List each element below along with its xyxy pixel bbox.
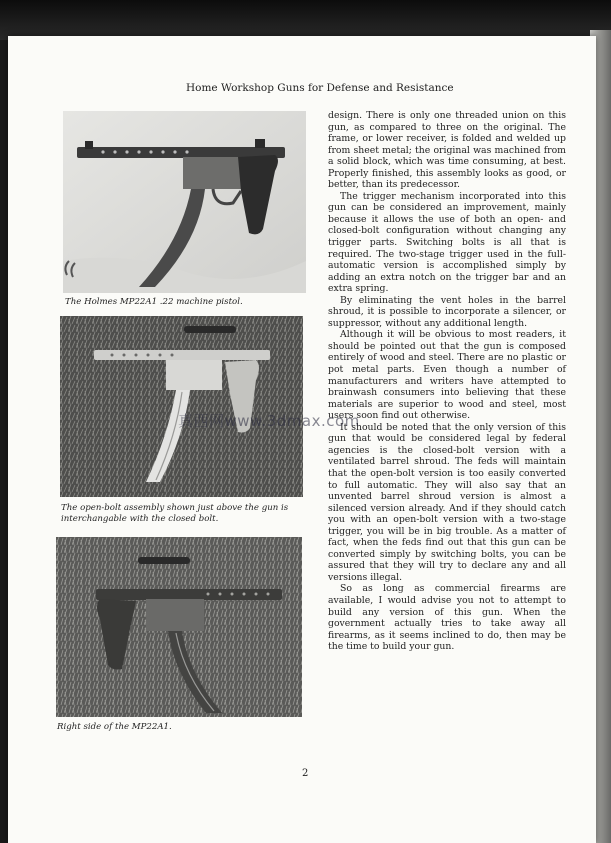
figure-caption-2-line-1: The open-bolt assembly shown just above the gun is (61, 503, 289, 513)
paragraph: The trigger mechanism incorporated into this gun can be considered an improvement, mainly because it allows the use of both an open- and closed-bolt configuration without changing any trigger parts. Switching bolts is all that is required. The two-stage trigger used in the full-automatic version is accomplished simply by adding an extra notch on the trigger bar and an extra spring. (328, 190, 566, 295)
paragraph: It should be noted that the only version of this gun that would be considered legal by federal agencies is the closed-bolt version with a ventilated barrel shroud. The feds will maintain that the open-bolt version is too easily converted to full automatic. They will also say that an unvented barrel shroud version is almost a silenced version already. And if they should catch you with an open-bolt version with a two-stage trigger, you will be in big trouble. As a matter of fact, when the feds find out that this gun can be converted simply by switching bolts, you can be assured that they will try to declare any and all versions illegal. (328, 421, 566, 583)
watermark-overlay: 真西网www.3dmax.com (178, 412, 360, 430)
running-head: Home Workshop Guns for Defense and Resistance (186, 82, 454, 94)
photo-mp22a1-left-side (63, 111, 306, 293)
figure-caption-2-line-2: interchangable with the closed bolt. (61, 514, 219, 524)
paragraph: So as long as commercial firearms are available, I would advise you not to attempt to build any version of this gun. When the government actually tries to take away all firearms, as it seems inclined to do, then may be the time to build your gun. (328, 583, 566, 653)
paragraph: Although it will be obvious to most readers, it should be pointed out that the gun is composed entirely of wood and steel. There are no plastic or pot metal parts. Even though a number of manufacturers and writers have attempted to brainwash consumers into believing that these materials are superior to wood and steel, most users soon find out otherwise. (328, 329, 566, 422)
figure-caption-2 (61, 503, 305, 525)
figure-caption-3: Right side of the MP22A1. (57, 722, 172, 732)
photo-mp22a1-right-side (56, 537, 302, 717)
body-text-column (328, 110, 566, 653)
paragraph: design. There is only one threaded union on this gun, as compared to three on the original. The frame, or lower receiver, is folded and welded up from sheet metal; the original was machined from a solid block, which was time consuming, at best. Properly finished, this assembly looks as good, or better, than its predecessor. (328, 110, 566, 191)
figure-caption-1: The Holmes MP22A1 .22 machine pistol. (65, 297, 243, 307)
photo-mp22a1-open-bolt (60, 316, 303, 497)
page-number: 2 (302, 768, 309, 779)
scan-background-top (0, 0, 611, 40)
paragraph: By eliminating the vent holes in the barrel shroud, it is possible to incorporate a silencer, or suppressor, without any additional length. (328, 294, 566, 329)
